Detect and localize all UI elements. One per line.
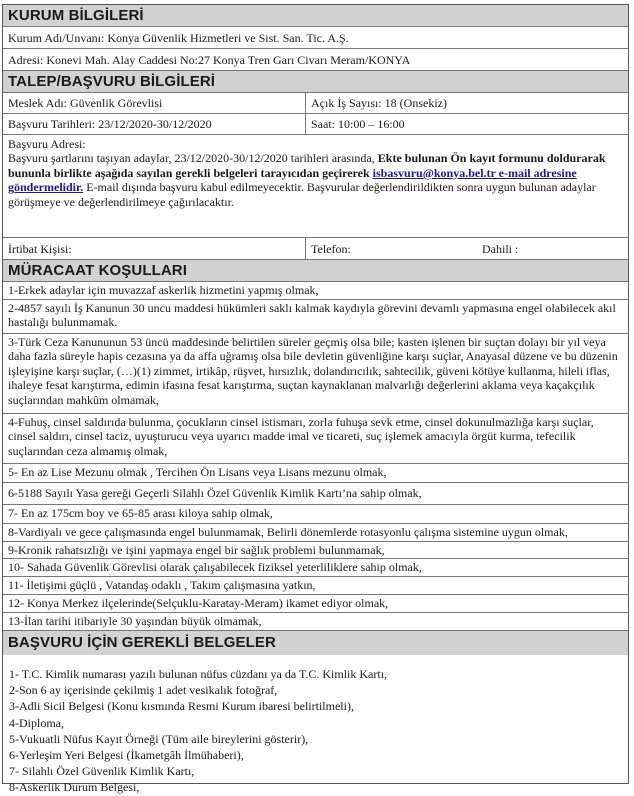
saat-value: 10:00 – 16:00 [338,117,405,131]
kurum-adres-row [3,49,628,71]
belgeler-list [3,666,628,796]
muracaat-item-3: 3-Türk Ceza Kanununun 53 üncü maddesinde belirtilen süreler geçmiş olsa bile; kasten işlenen bir suçtan dolayı bir yıl veya daha fazla süreyle hapis cezasına ya da affa uğramış olsa bile devletin güvenliğine karşı suçlar, Anayasal düzene ve bu düzenin işleyişine karşı suçlar, (…)(1) zimmet, irtikâp, rüşvet, hırsızlık, dolandırıcılık, sahtecilik, güveni kötüye kullanma, hileli iflas, ihaleye fesat karıştırma, edimin ifasına fesat karıştırma, suçtan kaynaklanan malvarlığı değerlerini aklama veya kaçakçılık suçlarından mahkûm olmamak, [3,334,628,414]
belge-item: 8-Askerlik Durum Belgesi, [9,780,140,795]
kurum-adres-value: Konevi Mah. Alay Caddesi No:27 Konya Tren Garı Civarı Meram/KONYA [46,53,411,67]
telefon-cell [306,238,628,259]
muracaat-item-5: 5- En az Lise Mezunu olmak , Tercihen Ön Lisans veya Lisans mezunu olmak, [3,464,628,483]
tarih-label: Başvuru Tarihleri: [8,117,96,131]
belge-item: 1- T.C. Kimlik numarası yazılı bulunan nüfus cüzdanı ya da T.C. Kimlik Kartı, [9,667,388,681]
muracaat-item-12: 12- Konya Merkez ilçelerinde(Selçuklu-Karatay-Meram) ikamet ediyor olmak, [3,595,628,613]
form-frame [2,4,629,795]
kurum-adi-label: Kurum Adı/Unvanı: [8,31,105,45]
meslek-row [3,93,628,114]
muracaat-item-13: 13-İlan tarihi itibariyle 30 yaşından büyük olmamak, [3,613,628,631]
muracaat-item-4: 4-Fuhuş, cinsel saldırıda bulunma, çocukların cinsel istismarı, zorla fuhuşa sevk etme, cinsel dokunulmazlığa karşı suçlar, cinsel saldırı, cinsel taciz, uyuşturucu veya uyarıcı madde imal ve ticareti, suç işlemek amacıyla örgüt kurma, tefecilik suçlarından ceza almamış olmak, [3,414,628,464]
irtibat-cell [3,238,306,259]
basvuru-adres-bold: Ekte bulunan Ön kayıt formunu doldurarak bununla birlikte aşağıda sayılan gerekli belgeleri tarayıcıdan geçirerek [8,151,606,180]
basvuru-adres-text-1: Başvuru şartlarını taşıyan adaylar, 23/12/2020-30/12/2020 tarihleri arasında, [8,151,375,166]
email-link[interactable]: isbasvuru@konya.bel.tr e-mail adresine göndermelidir. [8,165,577,195]
meslek-cell [3,93,306,113]
irtibat-row [3,238,628,260]
telefon-label: Telefon: [311,242,351,256]
acik-is-label: Açık İş Sayısı: [311,96,382,110]
muracaat-item-6: 6-5188 Sayılı Yasa gereği Geçerli Silahlı Özel Güvenlik Kimlik Kartı’na sahip olmak, [3,483,628,505]
acik-is-value: 18 (Onsekiz) [384,96,447,110]
meslek-value: Güvenlik Görevlisi [70,96,163,110]
section-header-muracaat: MÜRACAAT KOŞULLARI [3,260,628,282]
tarih-value: 23/12/2020-30/12/2020 [98,117,212,131]
belge-item: 4-Diploma, [9,715,64,730]
muracaat-item-1: 1-Erkek adaylar için muvazzaf askerlik hizmetini yapmış olmak, [3,282,628,300]
basvuru-adres-label: Başvuru Adresi: [8,137,86,151]
saat-label: Saat: [311,117,335,131]
belge-item: 6-Yerleşim Yeri Belgesi (İkametgâh İlmühaberi), [9,748,244,763]
kurum-adi-value: Konya Güvenlik Hizmetleri ve Sist. San. Tic. A.Ş. [107,31,349,45]
saat-cell [306,114,628,134]
kurum-adres-label: Adresi: [8,53,44,67]
belge-item: 3-Adli Sicil Belgesi (Konu kısmında Resmi Kurum ibaresi belirtilmeli), [9,699,354,714]
acik-is-cell [306,93,628,113]
dahili-label: Dahili : [482,242,519,256]
tarih-cell [3,114,306,134]
belge-item: 7- Silahlı Özel Güvenlik Kimlik Kartı, [9,764,195,779]
muracaat-item-7: 7- En az 175cm boy ve 65-85 arası kiloya sahip olmak, [3,505,628,524]
meslek-label: Meslek Adı: [8,96,67,110]
belge-item: 2-Son 6 ay içerisinde çekilmiş 1 adet vesikalık fotoğraf, [9,683,278,698]
muracaat-item-11: 11- İletişimi güçlü , Vatandaş odaklı , Takım çalışmasına yatkın, [3,577,628,595]
basvuru-adres-text-2: E-mail dışında başvuru kabul edilmeyecektir. Başvurular değerlendirildikten sonra uygun bulunan adaylar görüşmeye ve değerlendirilmeye çağırılacaktır. [8,180,596,209]
muracaat-item-2: 2-4857 sayılı İş Kanunun 30 uncu maddesi hükümleri saklı kalmak kaydıyla görevini devamlı yapmasına engel olabilecek akıl hastalığı bulunmamak. [3,300,628,334]
section-header-belgeler: BAŞVURU İÇİN GEREKLİ BELGELER [3,631,628,655]
basvuru-adres-paragraph [8,151,623,209]
muracaat-item-10: 10- Sahada Güvenlik Görevlisi olarak çalışabilecek fiziksel yeterliliklere sahip olmak, [3,559,628,577]
kurum-adi-row [3,27,628,49]
belge-item: 5-Vukuatli Nüfus Kayıt Örneği (Tüm aile bireylerini gösterir), [9,731,309,746]
section-header-kurum: KURUM BİLGİLERİ [3,5,628,27]
irtibat-label: İrtibat Kişisi: [8,242,72,256]
muracaat-item-9: 9-Kronik rahatsızlığı ve işini yapmaya engel bir sağlık problemi bulunmamak, [3,542,628,559]
basvuru-adres-block [3,135,628,238]
tarih-row [3,114,628,135]
muracaat-item-8: 8-Vardiyalı ve gece çalışmasında engel bulunmamak, Belirli dönemlerde rotasyonlu çalışma sistemine uygun olmak, [3,524,628,542]
section-header-talep: TALEP/BAŞVURU BİLGİLERİ [3,71,628,93]
